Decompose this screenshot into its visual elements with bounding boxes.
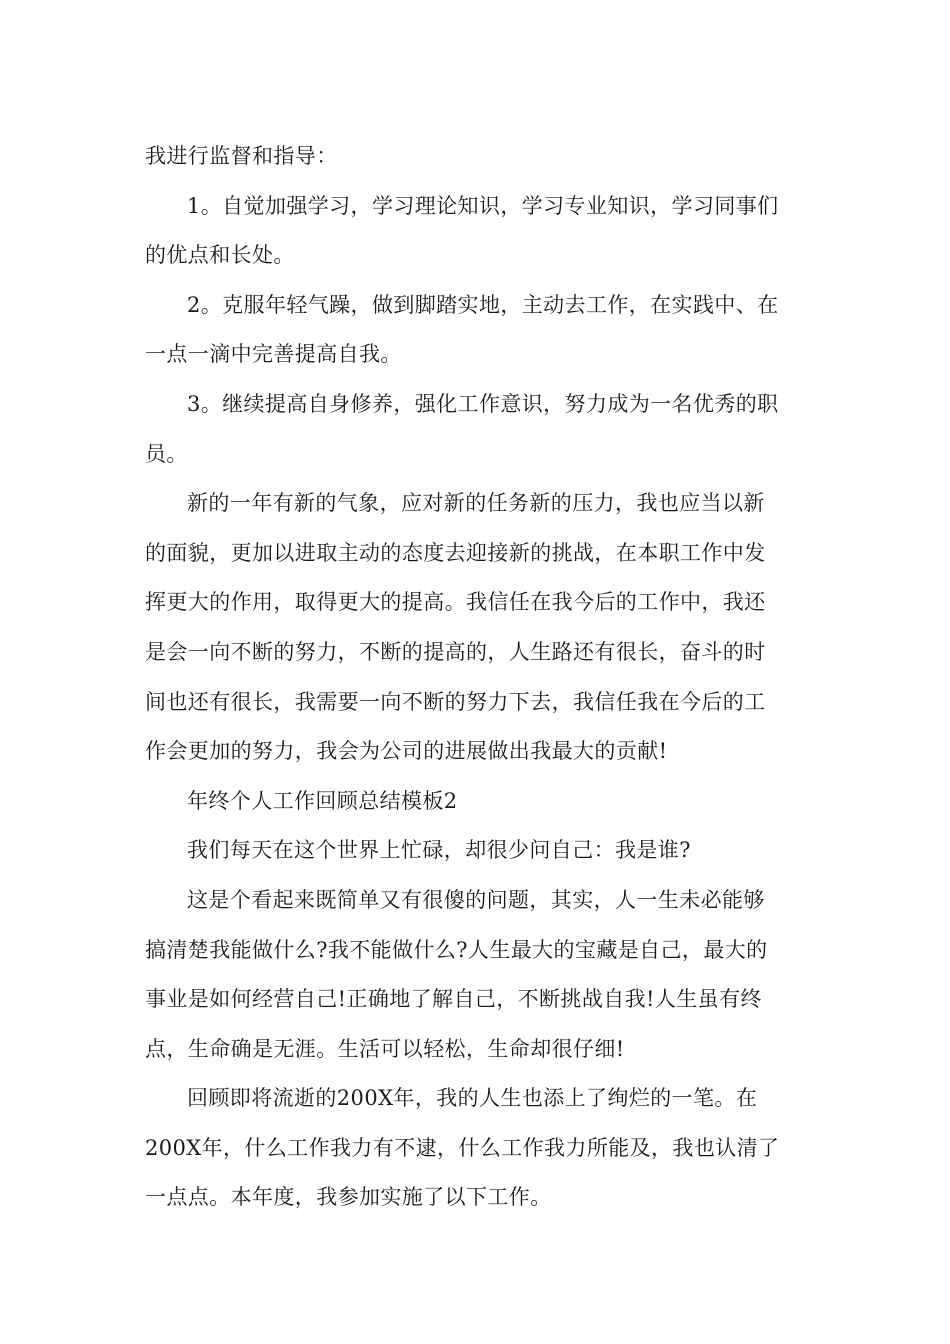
text-line: 1。自觉加强学习，学习理论知识，学习专业知识，学习同事们 <box>187 193 779 218</box>
paragraph <box>145 132 810 182</box>
paragraph-list-item-1 <box>145 182 810 281</box>
text-line: 年终个人工作回顾总结模板2 <box>187 788 458 813</box>
text-line: 间也还有很长，我需要一向不断的努力下去，我信任我在今后的工 <box>145 689 766 714</box>
paragraph <box>145 826 810 876</box>
paragraph-list-item-2 <box>145 281 810 380</box>
text-line: 的优点和长处。 <box>145 243 295 268</box>
text-line: 点，生命确是无涯。生活可以轻松，生命却很仔细! <box>145 1036 625 1061</box>
section-heading <box>145 777 810 827</box>
text-line: 是会一向不断的努力，不断的提高的，人生路还有很长，奋斗的时 <box>145 639 766 664</box>
text-line: 我进行监督和指导： <box>145 144 338 168</box>
text-line: 挥更大的作用，取得更大的提高。我信任在我今后的工作中，我还 <box>145 590 766 615</box>
text-line: 新的一年有新的气象，应对新的任务新的压力，我也应当以新 <box>187 491 765 516</box>
text-line: 这是个看起来既简单又有很傻的问题，其实，人一生未必能够 <box>187 887 765 912</box>
text-line: 我们每天在这个世界上忙碌，却很少问自己：我是谁? <box>187 838 691 863</box>
text-line: 2。克服年轻气躁，做到脚踏实地，主动去工作，在实践中、在 <box>187 292 779 317</box>
text-line: 员。 <box>145 441 188 466</box>
text-line: 作会更加的努力，我会为公司的进展做出我最大的贡献! <box>145 739 668 764</box>
paragraph <box>145 479 810 777</box>
text-line: 回顾即将流逝的200X年，我的人生也添上了绚烂的一笔。在 <box>187 1086 758 1111</box>
document-body <box>145 132 810 1223</box>
paragraph-list-item-3 <box>145 380 810 479</box>
text-line: 3。继续提高自身修养，强化工作意识，努力成为一名优秀的职 <box>187 391 779 416</box>
text-line: 200X年，什么工作我力有不逮，什么工作我力所能及，我也认清了 <box>145 1135 780 1160</box>
paragraph <box>145 876 810 1074</box>
text-line: 的面貌，更加以进取主动的态度去迎接新的挑战，在本职工作中发 <box>145 540 766 565</box>
text-line: 一点一滴中完善提高自我。 <box>145 342 402 367</box>
text-line: 一点点。本年度，我参加实施了以下工作。 <box>145 1185 552 1210</box>
text-line: 事业是如何经营自己!正确地了解自己，不断挑战自我!人生虽有终 <box>145 987 762 1012</box>
paragraph <box>145 1074 810 1223</box>
text-line: 搞清楚我能做什么?我不能做什么?人生最大的宝藏是自己，最大的 <box>145 937 768 962</box>
